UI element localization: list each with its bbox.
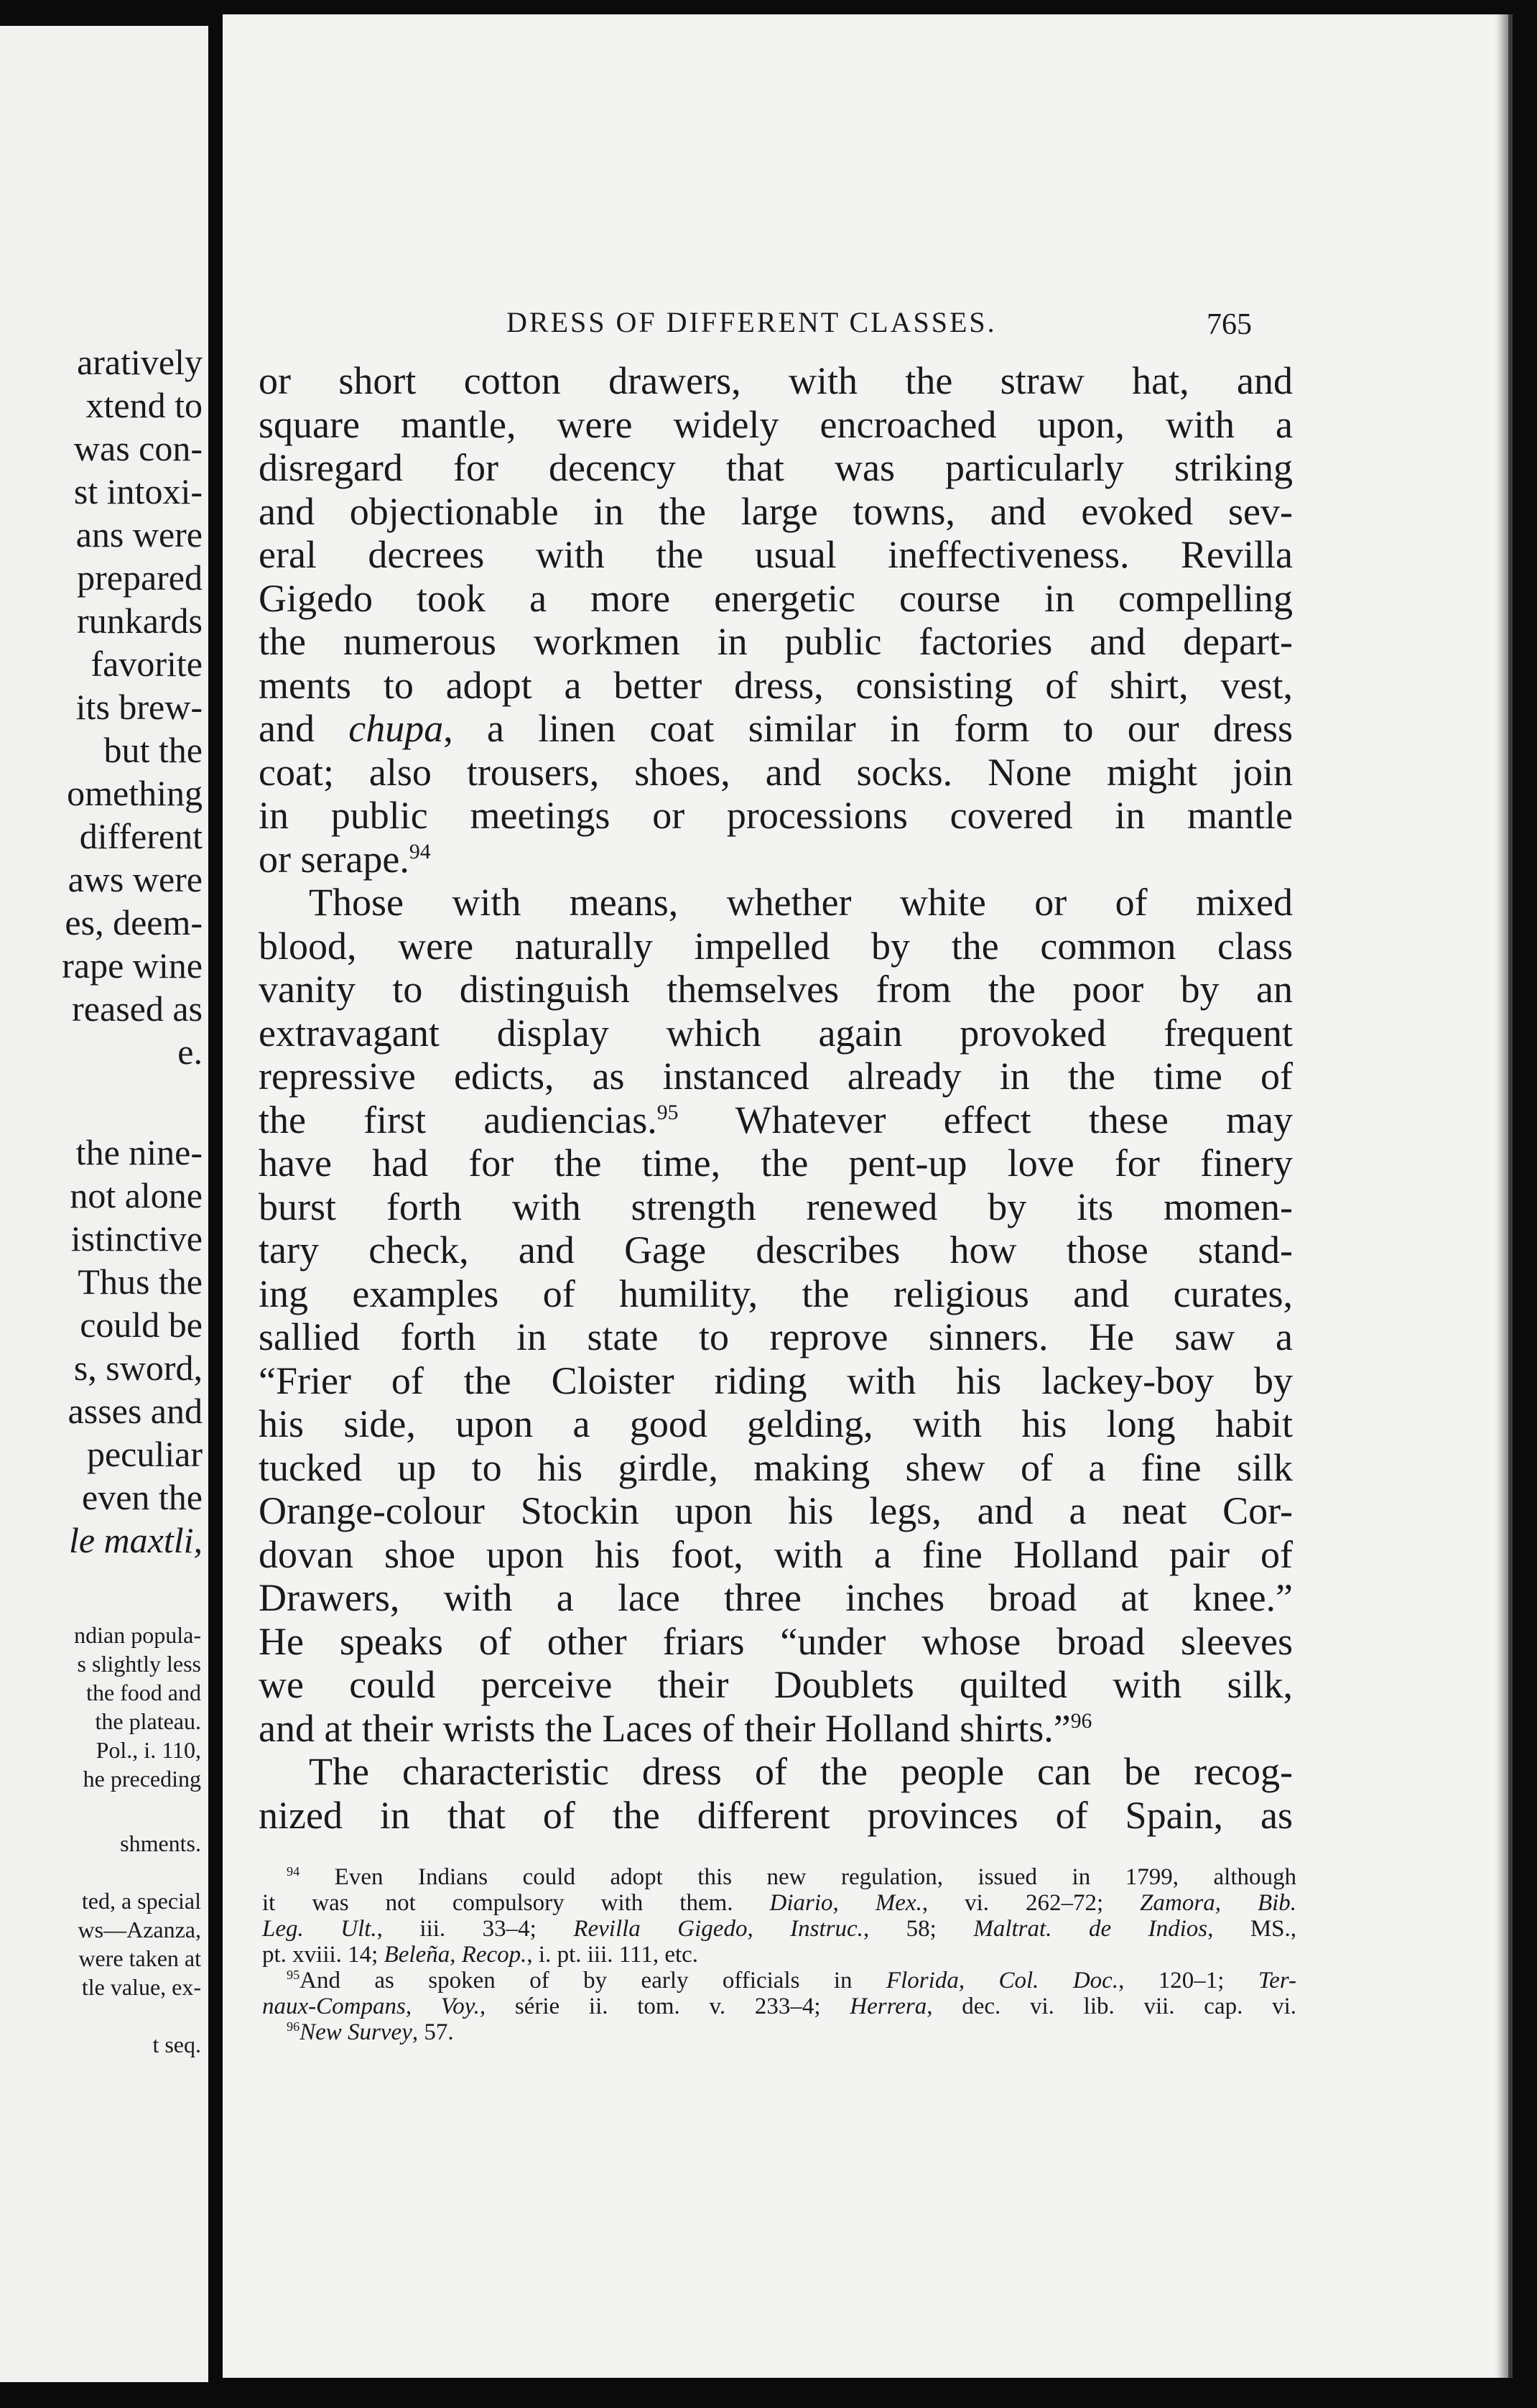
text-line: ments to adopt a better dress, consisting of shirt, vest,: [259, 663, 1293, 707]
facing-note-line: ted, a special: [81, 1888, 201, 1914]
footnote-94: $^{94}$ Even Indians could adopt this new regulation, issued in 1799, although: [287, 1864, 1296, 1890]
facing-line: was con-: [73, 428, 203, 468]
footnote-line: Leg. Ult., iii. 33–4; Revilla Gigedo, Instruc., 58; Maltrat. de Indios, MS.,: [262, 1916, 1297, 1942]
paragraph-start: Those with means, whether white or of mixed: [309, 881, 1293, 924]
text-line: Orange-colour Stockin upon his legs, and a neat Cor-: [259, 1489, 1293, 1532]
facing-note-line: were taken at: [78, 1945, 201, 1971]
facing-line: Thus the: [78, 1261, 203, 1302]
text-line: ing examples of humility, the religious and curates,: [259, 1272, 1293, 1315]
facing-line: runkards: [77, 601, 203, 641]
facing-line: rape wine: [62, 945, 203, 986]
text-line: dovan shoe upon his foot, with a fine Holland pair of: [259, 1532, 1293, 1576]
text-line: disregard for decency that was particularly striking: [259, 446, 1293, 489]
facing-page-fragment: [0, 26, 208, 2382]
text-line: or short cotton drawers, with the straw hat, and: [259, 359, 1293, 402]
facing-note-line: ndian popula-: [74, 1622, 201, 1648]
text-line: sallied forth in state to reprove sinners. He saw a: [259, 1315, 1293, 1358]
text-line: tucked up to his girdle, making shew of a fine silk: [259, 1445, 1293, 1489]
facing-line: e.: [177, 1032, 203, 1072]
text-line: coat; also trousers, shoes, and socks. None might join: [259, 750, 1293, 794]
facing-note-line: t seq.: [152, 2032, 201, 2057]
facing-line: reased as: [72, 988, 203, 1029]
footnote-marker: 94: [287, 1864, 300, 1879]
text-line: and at their wrists the Laces of their Holland shirts.”$^{96}$: [259, 1706, 1092, 1750]
text-line: the numerous workmen in public factories and depart-: [259, 620, 1293, 663]
running-head: DRESS OF DIFFERENT CLASSES.: [506, 306, 997, 338]
text-line: Gigedo took a more energetic course in compelling: [259, 576, 1293, 620]
book-page: [223, 14, 1513, 2378]
facing-note-line: Pol., i. 110,: [96, 1737, 201, 1763]
text-line: and objectionable in the large towns, and evoked sev-: [259, 489, 1293, 533]
facing-note-line: he preceding: [83, 1766, 201, 1792]
text-line: his side, upon a good gelding, with his long habit: [259, 1402, 1293, 1445]
text-line: burst forth with strength renewed by its momen-: [259, 1185, 1293, 1228]
facing-line: not alone: [70, 1175, 203, 1215]
facing-line: st intoxi-: [73, 471, 203, 511]
facing-line: different: [79, 816, 203, 856]
facing-line: asses and: [68, 1391, 203, 1431]
facing-line: es, deem-: [65, 902, 203, 943]
facing-note-line: s slightly less: [77, 1651, 201, 1677]
footnote-marker: 96: [287, 2019, 300, 2034]
text-line: Drawers, with a lace three inches broad at knee.”: [259, 1576, 1293, 1619]
facing-line: even the: [82, 1477, 203, 1517]
text-line: “Frier of the Cloister riding with his lackey-boy by: [259, 1358, 1293, 1402]
facing-line: s, sword,: [73, 1348, 203, 1388]
facing-line: but the: [103, 730, 203, 770]
paragraph-start: The characteristic dress of the people can be recog-: [309, 1750, 1293, 1793]
book-gutter: [208, 0, 223, 2408]
footnote-ref: 94: [409, 840, 431, 863]
text-line: the first audiencias.$^{95}$ Whatever effect these may: [259, 1098, 1293, 1142]
facing-line: peculiar: [86, 1434, 203, 1474]
text-line: nized in that of the different provinces of Spain, as: [259, 1793, 1293, 1837]
facing-note-line: ws—Azanza,: [78, 1917, 201, 1942]
footnote-marker: 95: [287, 1968, 300, 1982]
facing-line: istinctive: [70, 1218, 203, 1259]
footnotes: [262, 1864, 1296, 2045]
text-line: have had for the time, the pent-up love for finery: [259, 1142, 1293, 1185]
text-line: we could perceive their Doublets quilted with silk,: [259, 1663, 1293, 1706]
text-line: extravagant display which again provoked frequent: [259, 1011, 1293, 1055]
footnote-95: $^{95}$And as spoken of by early officials in Florida, Col. Doc., 120–1; Ter-: [287, 1968, 1297, 1993]
facing-note-line: tle value, ex-: [81, 1974, 201, 2000]
text-line: in public meetings or processions covered in mantle: [259, 794, 1293, 837]
text-line: square mantle, were widely encroached upon, with a: [259, 402, 1293, 446]
body-text: [259, 359, 1293, 1837]
text-line: and chupa, a linen coat similar in form to our dress: [259, 707, 1293, 750]
facing-line: the nine-: [75, 1132, 203, 1172]
facing-note-line: the plateau.: [95, 1708, 201, 1734]
text-line: blood, were naturally impelled by the common class: [259, 924, 1293, 968]
text-line: tary check, and Gage describes how those stand-: [259, 1228, 1293, 1272]
text-line: vanity to distinguish themselves from the poor by an: [259, 968, 1293, 1011]
footnote-ref: 95: [656, 1101, 679, 1124]
facing-line: xtend to: [85, 385, 203, 425]
page-number: 765: [1207, 308, 1252, 341]
facing-line: aws were: [68, 859, 203, 899]
facing-note-line: the food and: [86, 1680, 201, 1705]
facing-note-line: shments.: [120, 1830, 201, 1856]
footnote-ref: 96: [1070, 1709, 1092, 1733]
text-line: repressive edicts, as instanced already in the time of: [259, 1055, 1293, 1098]
italic-term: chupa: [348, 707, 444, 750]
facing-line: could be: [80, 1305, 203, 1345]
facing-line: ans were: [75, 514, 203, 555]
facing-line: favorite: [90, 644, 203, 684]
facing-line: prepared: [77, 557, 203, 598]
facing-line: le maxtli,: [68, 1520, 203, 1560]
footnote-line: naux-Compans, Voy., série ii. tom. v. 233–4; Herrera, dec. vi. lib. vii. cap. vi.: [262, 1993, 1296, 2019]
facing-line: its brew-: [75, 687, 203, 727]
footnote-line: pt. xviii. 14; Beleña, Recop., i. pt. iii. 111, etc.: [262, 1942, 699, 1968]
facing-line: aratively: [77, 342, 203, 382]
text-line: eral decrees with the usual ineffectiveness. Revilla: [259, 533, 1293, 576]
text-line: or serape.$^{94}$: [259, 837, 431, 881]
text-line: He speaks of other friars “under whose broad sleeves: [259, 1619, 1293, 1663]
footnote-line: it was not compulsory with them. Diario, Mex., vi. 262–72; Zamora, Bib.: [262, 1890, 1297, 1916]
facing-line: omething: [67, 773, 203, 813]
footnote-96: $^{96}$New Survey, 57.: [287, 2019, 454, 2045]
